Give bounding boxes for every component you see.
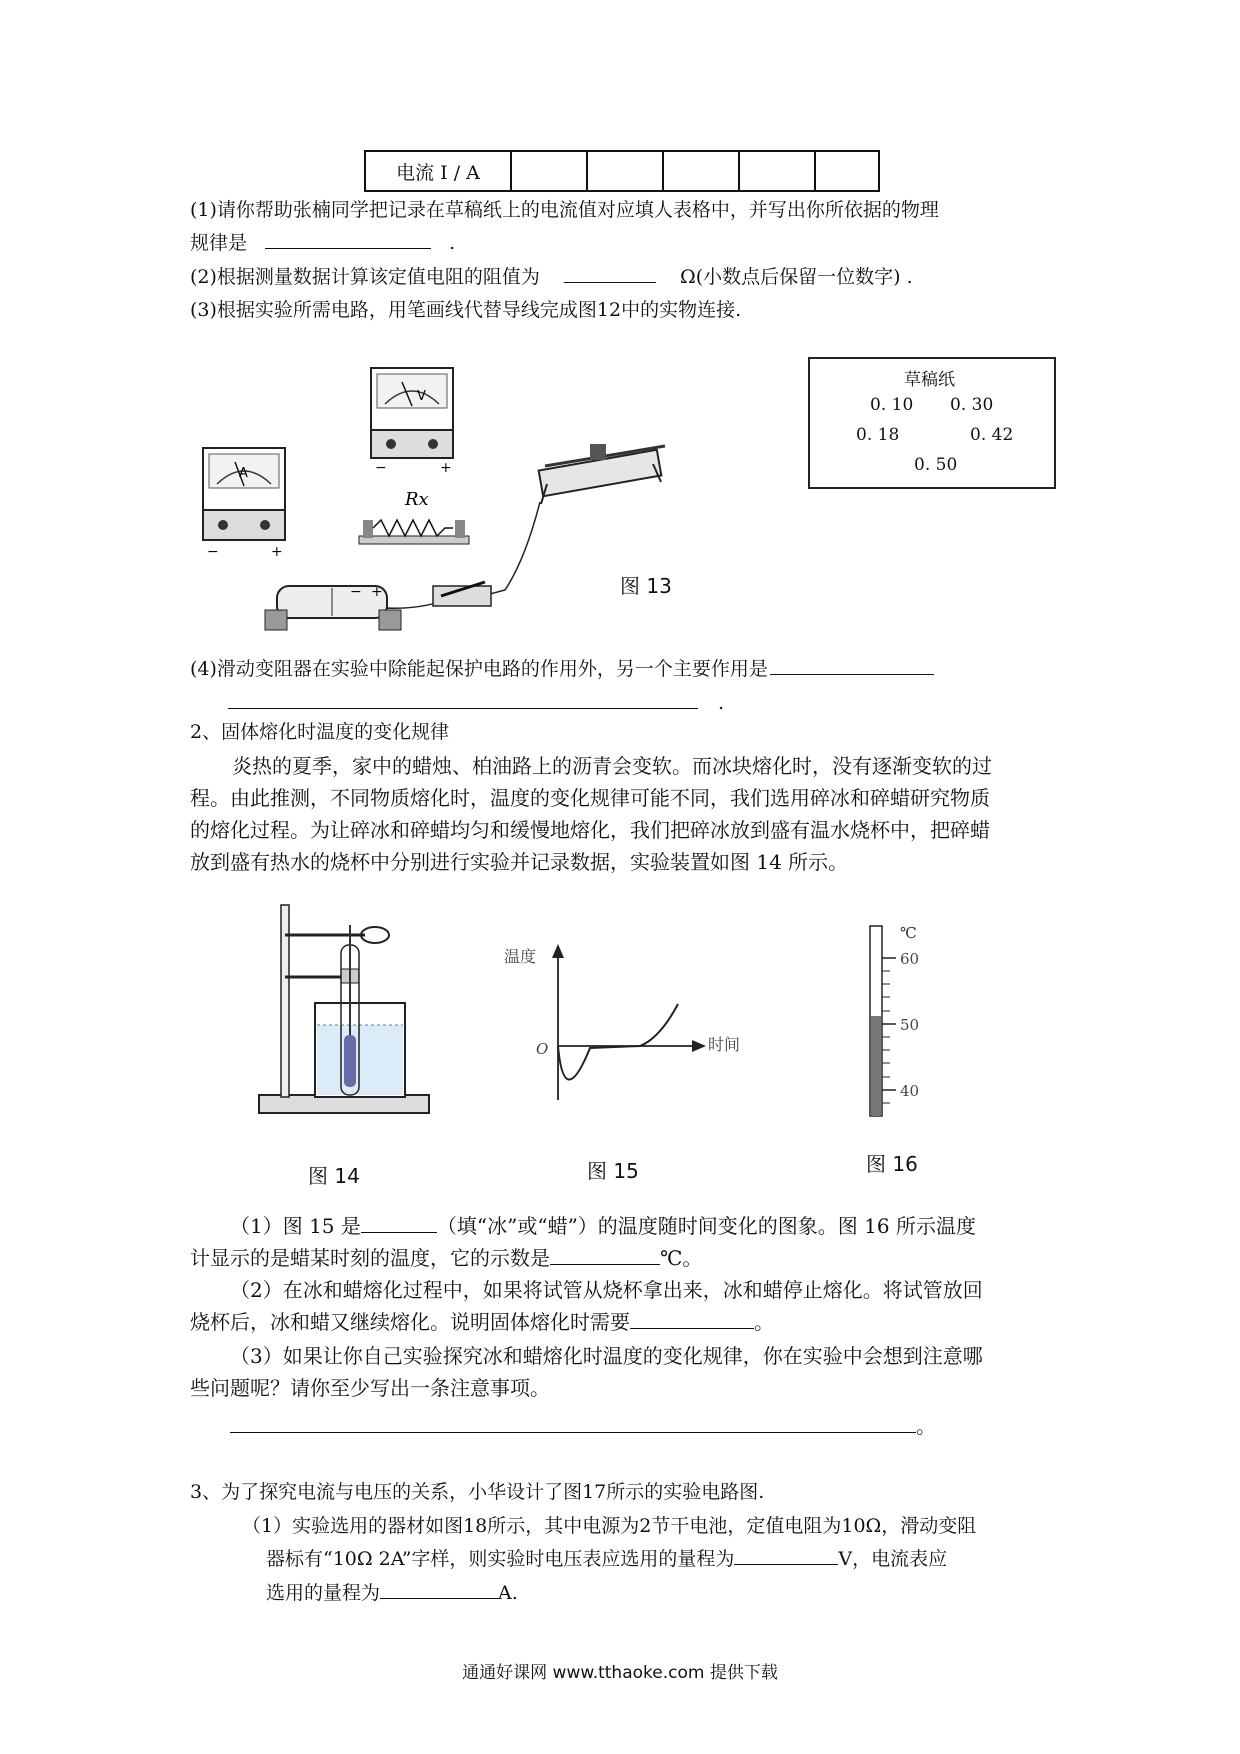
draft-value: 0. 18 bbox=[856, 425, 900, 445]
fig16-unit: ℃ bbox=[900, 924, 917, 942]
draft-value: 0. 30 bbox=[950, 395, 994, 415]
fig16-tick: 50 bbox=[900, 1016, 920, 1034]
table-cell[interactable] bbox=[511, 151, 587, 191]
fig15-origin: O bbox=[536, 1040, 549, 1058]
q3-sub1-line2: 器标有“10Ω 2A”字样，则实验时电压表应选用的量程为 V，电流表应 bbox=[266, 1544, 947, 1573]
fig16-tick: 40 bbox=[900, 1082, 920, 1100]
resistor-rx bbox=[359, 489, 469, 544]
q1-part4-line2: . bbox=[228, 688, 724, 717]
voltmeter bbox=[371, 368, 453, 476]
svg-text:−: − bbox=[375, 460, 387, 476]
q2-para-line: 炎热的夏季，家中的蜡烛、柏油路上的沥青会变软。而冰块熔化时，没有逐渐变软的过 bbox=[232, 754, 992, 778]
q1-part1-line1: (1)请你帮助张楠同学把记录在草稿纸上的电流值对应填人表格中，并写出你所依据的物理 bbox=[190, 199, 939, 221]
draft-paper bbox=[808, 357, 1056, 489]
q2-para-line: 程。由此推测，不同物质熔化时，温度的变化规律可能不同，我们选用碎冰和碎蜡研究物质 bbox=[190, 786, 990, 810]
answer-blank[interactable] bbox=[770, 654, 934, 675]
q2-sub3-line1: （3）如果让你自己实验探究冰和蜡熔化时温度的变化规律，你在实验中会想到注意哪 bbox=[230, 1344, 983, 1368]
rheostat bbox=[539, 444, 665, 504]
draft-value: 0. 42 bbox=[970, 425, 1014, 445]
fig14-caption: 图 14 bbox=[308, 1164, 360, 1188]
answer-blank[interactable] bbox=[265, 228, 431, 249]
svg-text:+: + bbox=[371, 584, 383, 600]
fig13-caption: 图 13 bbox=[620, 574, 672, 598]
fig15-xlabel: 时间 bbox=[708, 1035, 740, 1054]
q1-part1-line2: 规律是 . bbox=[190, 228, 455, 257]
q2-para-line: 放到盛有热水的烧杯中分别进行实验并记录数据，实验装置如图 14 所示。 bbox=[190, 850, 849, 874]
q2-para-line: 的熔化过程。为让碎冰和碎蜡均匀和缓慢地熔化，我们把碎冰放到盛有温水烧杯中，把碎蜡 bbox=[190, 818, 990, 842]
q2-sub1-line2: 计显示的是蜡某时刻的温度，它的示数是 ℃。 bbox=[190, 1246, 703, 1270]
answer-blank[interactable] bbox=[380, 1578, 498, 1599]
answer-blank[interactable] bbox=[228, 688, 698, 709]
answer-blank[interactable] bbox=[230, 1412, 916, 1433]
draft-title: 草稿纸 bbox=[904, 370, 955, 390]
svg-text:+: + bbox=[271, 544, 283, 560]
fig15-graph bbox=[500, 940, 740, 1115]
q2-sub3-line2: 些问题呢？请你至少写出一条注意事项。 bbox=[190, 1376, 550, 1400]
table-cell[interactable] bbox=[587, 151, 663, 191]
table-cell[interactable] bbox=[815, 151, 879, 191]
svg-text:−: − bbox=[350, 584, 362, 600]
answer-blank[interactable] bbox=[734, 1544, 838, 1565]
q2-heading: 2、固体熔化时温度的变化规律 bbox=[190, 721, 450, 743]
answer-blank[interactable] bbox=[564, 262, 656, 283]
q1-part2: (2)根据测量数据计算该定值电阻的阻值为 Ω(小数点后保留一位数字) . bbox=[190, 262, 913, 291]
page-footer: 通通好课网 www.tthaoke.com 提供下载 bbox=[462, 1663, 778, 1683]
fig14-apparatus bbox=[255, 895, 435, 1135]
q2-sub2-line1: （2）在冰和蜡熔化过程中，如果将试管从烧杯拿出来，冰和蜡停止熔化。将试管放回 bbox=[230, 1278, 983, 1302]
fig16-tick: 60 bbox=[900, 950, 920, 968]
answer-blank[interactable] bbox=[361, 1212, 437, 1233]
svg-text:−: − bbox=[207, 544, 219, 560]
q3-sub1-line3: 选用的量程为 A. bbox=[266, 1578, 518, 1607]
switch bbox=[433, 582, 491, 606]
q1-part3: (3)根据实验所需电路，用笔画线代替导线完成图12中的实物连接. bbox=[190, 299, 742, 321]
fig16-thermometer bbox=[860, 920, 940, 1120]
ammeter bbox=[203, 448, 285, 560]
resistor-label: Rx bbox=[405, 489, 429, 510]
q2-sub1-line1: （1）图 15 是 （填“冰”或“蜡”）的温度随时间变化的图象。图 16 所示温度 bbox=[230, 1214, 976, 1238]
answer-blank[interactable] bbox=[630, 1308, 754, 1329]
answer-blank[interactable] bbox=[550, 1244, 660, 1265]
table-row-label: 电流 I / A bbox=[365, 151, 511, 191]
q2-sub2-line2: 烧杯后，冰和蜡又继续熔化。说明固体熔化时需要 。 bbox=[190, 1310, 774, 1334]
fig15-ylabel: 温度 bbox=[504, 947, 537, 966]
svg-text:+: + bbox=[440, 460, 452, 476]
battery-pack bbox=[265, 584, 401, 630]
table-cell[interactable] bbox=[663, 151, 739, 191]
draft-value: 0. 10 bbox=[870, 395, 914, 415]
q3-sub1-line1: （1）实验选用的器材如图18所示，其中电源为2节干电池，定值电阻为10Ω，滑动变阻 bbox=[242, 1515, 977, 1537]
voltmeter-letter: V bbox=[417, 389, 426, 404]
current-table bbox=[364, 150, 880, 192]
q2-sub3-answer: 。 bbox=[230, 1412, 936, 1440]
fig13-apparatus bbox=[195, 360, 775, 640]
q1-part4: (4)滑动变阻器在实验中除能起保护电路的作用外，另一个主要作用是 bbox=[190, 654, 934, 683]
draft-value: 0. 50 bbox=[914, 455, 958, 475]
table-cell[interactable] bbox=[739, 151, 815, 191]
ammeter-letter: A bbox=[239, 466, 248, 481]
fig16-caption: 图 16 bbox=[866, 1152, 918, 1176]
fig15-caption: 图 15 bbox=[587, 1159, 639, 1183]
q3-heading: 3、为了探究电流与电压的关系，小华设计了图17所示的实验电路图. bbox=[190, 1481, 765, 1503]
